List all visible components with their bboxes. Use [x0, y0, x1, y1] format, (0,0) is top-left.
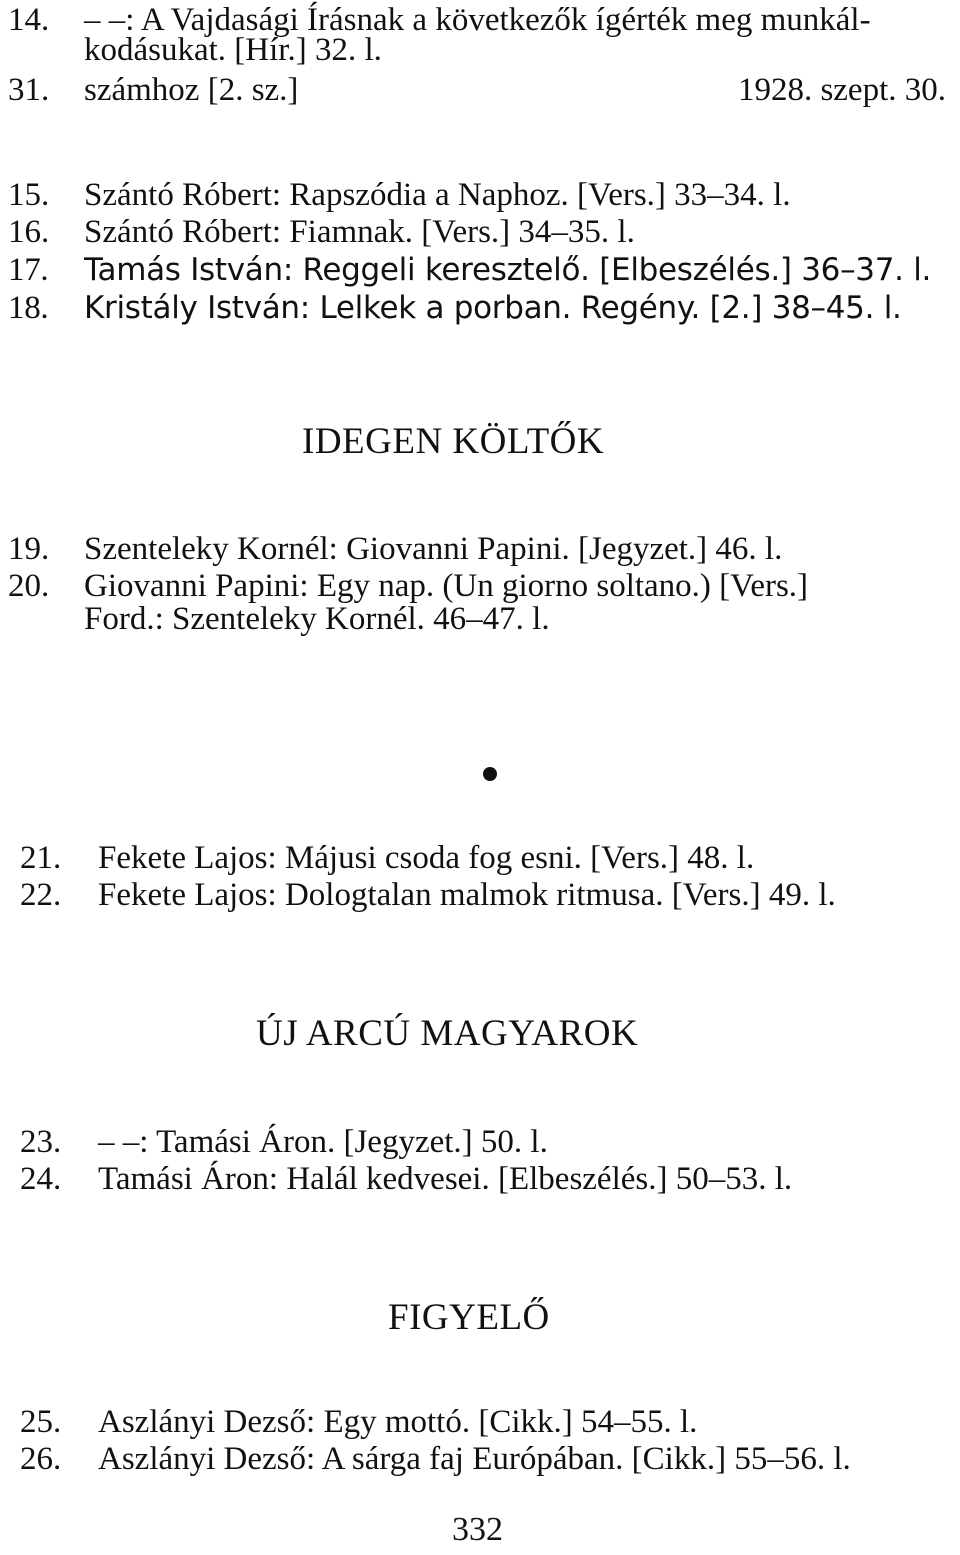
entry-text: Aszlányi Dezső: A sárga faj Európában. [Cikk.] 55–56. l.	[98, 1441, 851, 1477]
entry-text: számhoz [2. sz.]	[84, 72, 299, 108]
entry-text: Tamás István: Reggeli keresztelő. [Elbeszélés.] 36–37. l.	[84, 252, 932, 288]
entry-text: Aszlányi Dezső: Egy mottó. [Cikk.] 54–55. l.	[98, 1404, 698, 1440]
entry-text: Szántó Róbert: Fiamnak. [Vers.] 34–35. l.	[84, 214, 635, 250]
entry-text: Fekete Lajos: Dologtalan malmok ritmusa. [Vers.] 49. l.	[98, 877, 836, 913]
entry-number: 24.	[20, 1161, 62, 1197]
entry-number: 14.	[8, 2, 50, 38]
entry-number: 18.	[8, 290, 49, 326]
section-heading-idegen-koltok: IDEGEN KÖLTŐK	[302, 421, 605, 462]
entry-text: Giovanni Papini: Egy nap. (Un giorno soltano.) [Vers.]	[84, 568, 809, 604]
section-heading-uj-arcu-magyarok: ÚJ ARCÚ MAGYAROK	[256, 1013, 639, 1054]
entry-number: 19.	[8, 531, 50, 567]
entry-number: 15.	[8, 177, 50, 213]
entry-text: – –: Tamási Áron. [Jegyzet.] 50. l.	[98, 1124, 548, 1160]
entry-text: Ford.: Szenteleky Kornél. 46–47. l.	[84, 601, 550, 637]
entry-number: 16.	[8, 214, 50, 250]
entry-text: Fekete Lajos: Májusi csoda fog esni. [Vers.] 48. l.	[98, 840, 755, 876]
section-heading-figyelo: FIGYELŐ	[388, 1297, 550, 1338]
entry-31	[0, 70, 960, 110]
bullet-separator	[483, 767, 497, 781]
entry-text: Szántó Róbert: Rapszódia a Naphoz. [Vers.] 33–34. l.	[84, 177, 791, 213]
entry-number: 17.	[8, 252, 49, 288]
entry-text: Szenteleky Kornél: Giovanni Papini. [Jegyzet.] 46. l.	[84, 531, 783, 567]
entry-14-continued	[0, 30, 960, 70]
entry-number: 31.	[8, 72, 50, 108]
entry-number: 23.	[20, 1124, 62, 1160]
entry-text: – –: A Vajdasági Írásnak a következők ígérték meg munkál-	[84, 2, 871, 38]
entry-text: Kristály István: Lelkek a porban. Regény. [2.] 38–45. l.	[84, 290, 902, 326]
entry-text: kodásukat. [Hír.] 32. l.	[84, 32, 382, 68]
entry-number: 21.	[20, 840, 62, 876]
entry-number: 20.	[8, 568, 50, 604]
entry-text: Tamási Áron: Halál kedvesei. [Elbeszélés.] 50–53. l.	[98, 1161, 793, 1197]
page-number: 332	[452, 1511, 503, 1548]
entry-number: 22.	[20, 877, 62, 913]
entry-number: 25.	[20, 1404, 62, 1440]
entry-number: 26.	[20, 1441, 62, 1477]
entry-date: 1928. szept. 30.	[737, 72, 946, 108]
